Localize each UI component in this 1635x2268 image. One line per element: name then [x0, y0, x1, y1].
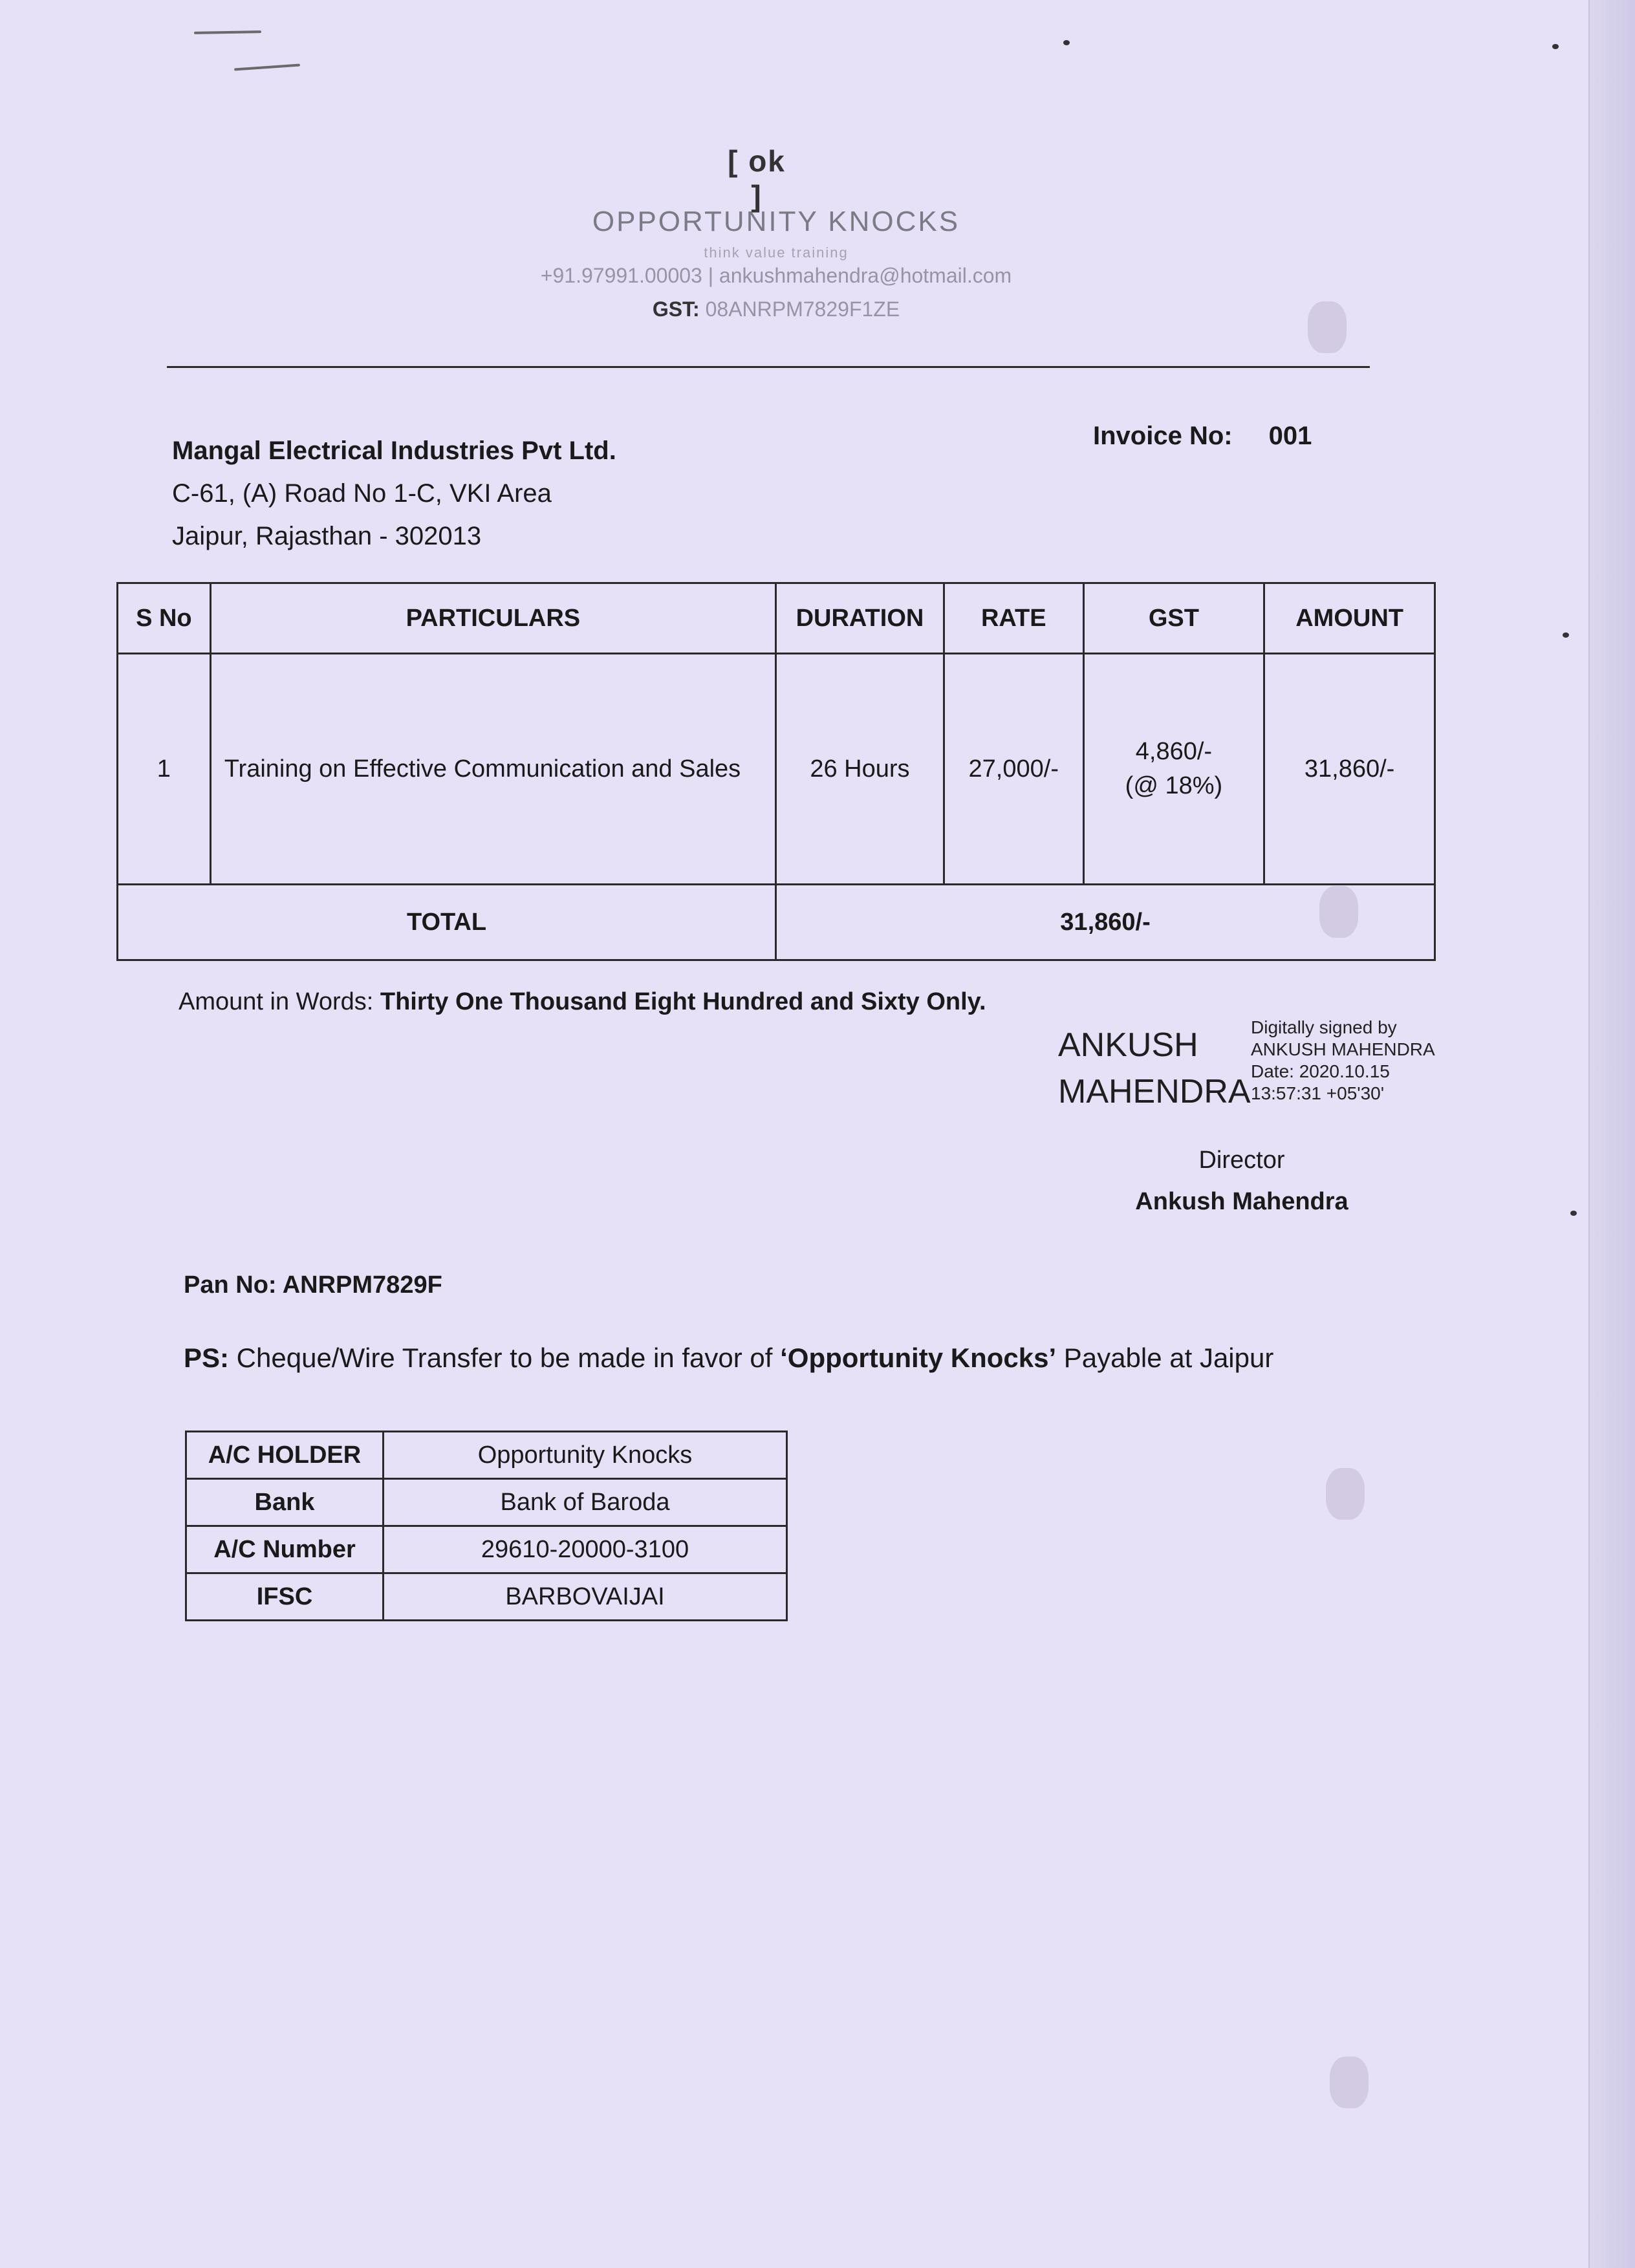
- signature-name-line1: ANKUSH: [1058, 1026, 1198, 1064]
- total-row: [118, 885, 1435, 960]
- signatory-title: Director: [1198, 1147, 1285, 1174]
- scan-speck: [1563, 632, 1569, 638]
- amount-in-words: [179, 988, 986, 1016]
- table-row: [186, 1432, 787, 1479]
- ps-label: PS:: [184, 1343, 230, 1373]
- scan-smudge: [1319, 886, 1358, 938]
- header-gst: GST: [1083, 583, 1264, 654]
- bank-details-table: [185, 1431, 788, 1621]
- table-row: [186, 1573, 787, 1621]
- cell-amount: 31,860/-: [1264, 654, 1435, 885]
- signature-detail-line1: Digitally signed by: [1251, 1017, 1397, 1037]
- signature-detail-line3: Date: 2020.10.15: [1251, 1061, 1390, 1081]
- pan-value: ANRPM7829F: [282, 1271, 442, 1299]
- header-sno: S No: [118, 583, 211, 654]
- cell-sno: 1: [118, 654, 211, 885]
- signature-detail-line4: 13:57:31 +05'30': [1251, 1083, 1385, 1103]
- header-duration: DURATION: [776, 583, 944, 654]
- bank-value: Bank of Baroda: [384, 1479, 787, 1526]
- digital-signature-name: [1058, 1022, 1251, 1115]
- signature-name-line2: MAHENDRA: [1058, 1073, 1251, 1110]
- amount-words-value: Thirty One Thousand Eight Hundred and Sixty Only.: [380, 988, 986, 1015]
- invoice-value: 001: [1268, 422, 1312, 450]
- items-header-row: [118, 583, 1435, 654]
- gst-amount: 4,860/-: [1135, 738, 1213, 765]
- company-contact: +91.97991.00003 | ankushmahendra@hotmail.com: [540, 264, 1012, 287]
- cell-rate: 27,000/-: [944, 654, 1083, 885]
- cell-duration: 26 Hours: [776, 654, 944, 885]
- bank-value: 29610-20000-3100: [384, 1526, 787, 1573]
- header-rate: RATE: [944, 583, 1083, 654]
- bank-value: Opportunity Knocks: [384, 1432, 787, 1479]
- scan-smudge: [1330, 2057, 1369, 2108]
- table-row: [186, 1479, 787, 1526]
- table-row: [118, 654, 1435, 885]
- signature-detail-line2: ANKUSH MAHENDRA: [1251, 1039, 1435, 1059]
- bank-key: A/C HOLDER: [186, 1432, 384, 1479]
- bank-key: A/C Number: [186, 1526, 384, 1573]
- ps-text-after: Payable at Jaipur: [1056, 1343, 1274, 1373]
- digital-signature-details: [1251, 1017, 1435, 1105]
- header-amount: AMOUNT: [1264, 583, 1435, 654]
- cell-particulars: Training on Effective Communication and Sales: [210, 654, 775, 885]
- payment-note: [184, 1343, 1273, 1374]
- scan-speck: [1552, 44, 1559, 49]
- bank-value: BARBOVAIJAI: [384, 1573, 787, 1621]
- pen-mark: [234, 63, 300, 70]
- client-address: [172, 429, 616, 557]
- client-address-line1: C-61, (A) Road No 1-C, VKI Area: [172, 479, 552, 508]
- scan-smudge: [1326, 1468, 1365, 1520]
- client-address-line2: Jaipur, Rajasthan - 302013: [172, 522, 482, 550]
- scan-speck: [1063, 40, 1070, 45]
- pan-number: [184, 1271, 442, 1299]
- table-row: [186, 1526, 787, 1573]
- signatory-name: Ankush Mahendra: [1135, 1188, 1348, 1215]
- ps-text-before: Cheque/Wire Transfer to be made in favor of: [229, 1343, 781, 1373]
- company-tagline: think value training: [704, 244, 849, 261]
- scan-speck: [1570, 1211, 1577, 1216]
- client-name: Mangal Electrical Industries Pvt Ltd.: [172, 437, 616, 465]
- cell-gst: [1083, 654, 1264, 885]
- company-name: OPPORTUNITY KNOCKS: [592, 206, 960, 237]
- gst-rate: (@ 18%): [1125, 772, 1223, 799]
- gst-label: GST:: [652, 297, 700, 321]
- company-logo: [ ok ]: [728, 144, 786, 213]
- bank-key: Bank: [186, 1479, 384, 1526]
- signatory-block: [1099, 1139, 1384, 1222]
- total-value: 31,860/-: [776, 885, 1435, 960]
- header-divider: [167, 366, 1370, 368]
- total-label: TOTAL: [118, 885, 776, 960]
- invoice-number: [1093, 422, 1312, 451]
- header-particulars: PARTICULARS: [210, 583, 775, 654]
- invoice-label: Invoice No:: [1093, 422, 1233, 450]
- amount-words-label: Amount in Words:: [179, 988, 374, 1015]
- bank-key: IFSC: [186, 1573, 384, 1621]
- pen-mark: [194, 30, 261, 34]
- ps-payee: ‘Opportunity Knocks’: [780, 1343, 1057, 1373]
- paper-edge: [1588, 0, 1635, 2268]
- scan-smudge: [1308, 301, 1347, 353]
- gst-value: 08ANRPM7829F1ZE: [705, 297, 900, 321]
- items-table: [116, 582, 1436, 961]
- pan-label: Pan No:: [184, 1271, 277, 1299]
